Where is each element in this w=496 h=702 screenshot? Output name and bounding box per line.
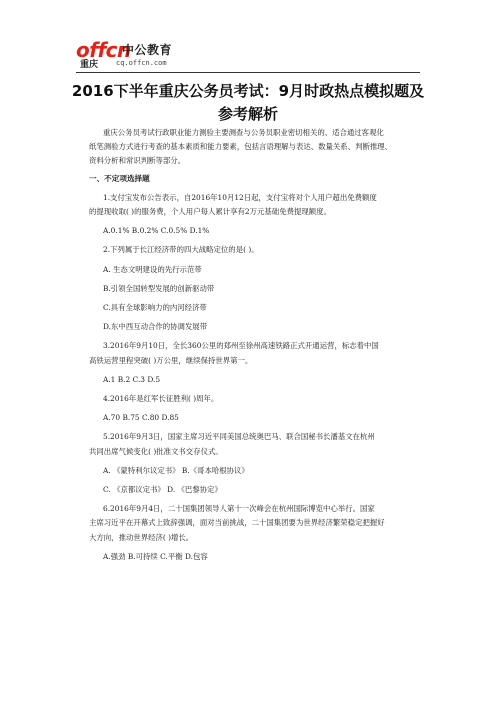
logo-url: cq.offcn.com xyxy=(116,59,167,67)
question-6-options: A.强劲 B.可持续 C.平衡 D.包容 xyxy=(103,551,208,561)
question-3-stem: 高铁运营里程突破( )万公里，继续保持世界第一。 xyxy=(89,355,253,365)
question-3-options: A.1 B.2 C.3 D.5 xyxy=(103,374,161,384)
intro-line: 资料分析和常识判断等部分。 xyxy=(89,156,186,166)
question-6-stem: 6.2016年9月4日，二十国集团领导人第十一次峰会在杭州国际博览中心举行。国家 xyxy=(103,504,375,514)
question-5-stem: 共同出席气候变化( )批准文书交存仪式。 xyxy=(89,446,223,456)
logo-city: 重庆 xyxy=(80,60,99,70)
question-2-option-b: B.引领全国转型发展的创新驱动带 xyxy=(103,283,215,293)
question-4-options: A.70 B.75 C.80 D.85 xyxy=(103,413,179,423)
intro-line: 纸笔测验方式进行考查的基本素质和能力要素，包括言语理解与表达、数量关系、判断推理、 xyxy=(89,142,393,152)
question-1-options: A.0.1% B.0.2% C.0.5% D.1% xyxy=(103,226,210,236)
logo-brand: offcn xyxy=(76,38,131,62)
offcn-logo xyxy=(76,38,196,68)
page-title-line1: 2016下半年重庆公务员考试：9月时政热点模拟题及 xyxy=(71,82,425,100)
question-5-options: A. 《蒙特利尔议定书》 B.《哥本哈根协议》 xyxy=(103,465,249,475)
document-body xyxy=(89,126,409,564)
question-3-stem: 3.2016年9月10日，全长360公里的郑州至徐州高速铁路正式开通运营，标志着中国 xyxy=(103,341,379,351)
intro-line: 重庆公务员考试行政职业能力测验主要测查与公务员职业密切相关的、适合通过客观化 xyxy=(103,128,384,137)
question-5-stem: 5.2016年9月3日，国家主席习近平同美国总统奥巴马、联合国秘书长潘基文在杭州 xyxy=(103,432,375,442)
question-2-option-d: D.东中西互动合作的协调发展带 xyxy=(103,322,208,332)
question-2-option-c: C.具有全球影响力的内河经济带 xyxy=(103,303,207,313)
section-heading: 一、不定项选择题 xyxy=(89,173,150,183)
question-1-stem: 的提现收取( )的服务费，个人用户每人累计享有2万元基础免费提现额度。 xyxy=(89,207,331,217)
question-5-options: C. 《京都议定书》 D. 《巴黎协定》 xyxy=(103,485,222,495)
logo-name: 中公教育 xyxy=(122,43,173,57)
question-6-stem: 主席习近平在开幕式上致辞强调，面对当前挑战，二十国集团要为世界经济繁荣稳定把握好 xyxy=(89,518,385,528)
question-6-stem: 大方向，推动世界经济( )增长。 xyxy=(89,532,194,542)
question-2-option-a: A. 生态文明建设的先行示范带 xyxy=(103,264,202,274)
question-4-stem: 4.2016年是红军长征胜利( )周年。 xyxy=(103,394,219,404)
question-2-stem: 2.下列属于长江经济带的四大战略定位的是( )。 xyxy=(103,245,259,255)
page-title-line2: 参考解析 xyxy=(217,105,278,123)
question-1-stem: 1.支付宝发布公告表示，自2016年10月12日起，支付宝将对个人用户超出免费额度 xyxy=(103,192,377,202)
header-divider xyxy=(76,72,420,73)
